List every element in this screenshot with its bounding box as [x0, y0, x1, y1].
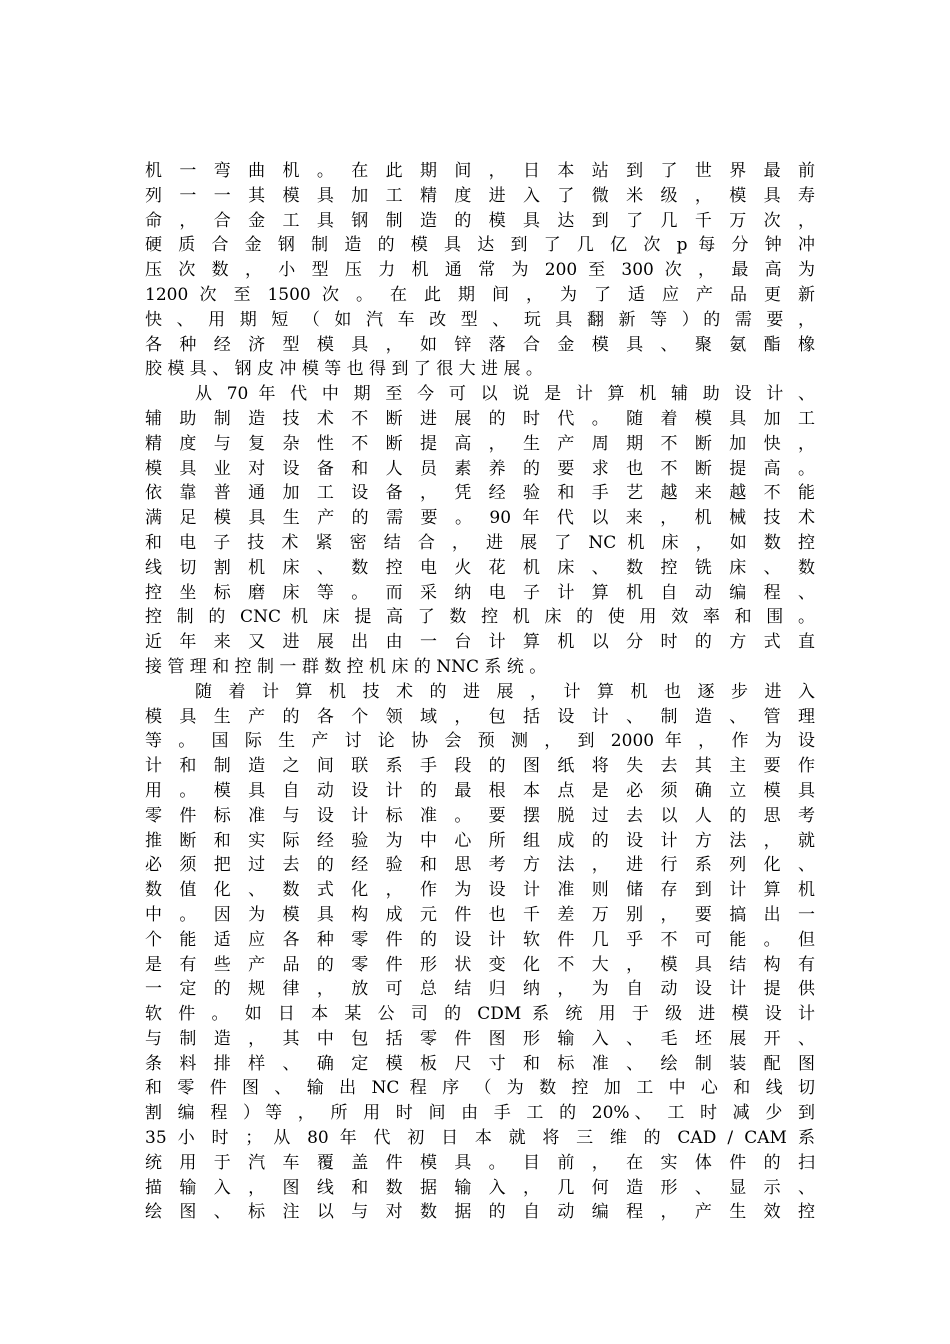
- text-line: 和 零 件 图 、 输 出 NC 程 序 （ 为 数 控 加 工 中 心 和 线 切: [145, 1078, 815, 1099]
- text-line: 描 输 入 ， 图 线 和 数 据 输 入 ， 几 何 造 形 、 显 示 、: [145, 1177, 815, 1198]
- text-line: 机 一 弯 曲 机 。 在 此 期 间 ， 日 本 站 到 了 世 界 最 前: [145, 161, 815, 181]
- body-text: [145, 159, 815, 1225]
- text-line: 控 坐 标 磨 床 等 。 而 采 纳 电 子 计 算 机 自 动 编 程 、: [145, 582, 815, 603]
- text-line: 零 件 标 准 与 设 计 标 准 。 要 摆 脱 过 去 以 人 的 思 考: [145, 805, 815, 826]
- text-line: 割 编 程 ）等 ， 所 用 时 间 由 手 工 的 20%、 工 时 减 少 到: [145, 1103, 815, 1124]
- text-line: 依 靠 普 通 加 工 设 备 ， 凭 经 验 和 手 艺 越 来 越 不 能: [145, 483, 815, 504]
- text-line: 推 断 和 实 际 经 验 为 中 心 所 组 成 的 设 计 方 法 ， 就: [145, 830, 815, 851]
- text-line: 近 年 来 又 进 展 出 由 一 台 计 算 机 以 分 时 的 方 式 直: [145, 632, 815, 653]
- text-line: 统 用 于 汽 车 覆 盖 件 模 具 。 目 前 ， 在 实 体 件 的 扫: [145, 1152, 815, 1173]
- text-line: 和 电 子 技 术 紧 密 结 合 ， 进 展 了 NC 机 床 ， 如 数 控: [145, 532, 815, 553]
- text-line: 线 切 割 机 床 、 数 控 电 火 花 机 床 、 数 控 铣 床 、 数: [145, 557, 815, 578]
- text-line: 各 种 经 济 型 模 具 ， 如 锌 落 合 金 模 具 、 聚 氨 酯 橡: [145, 334, 815, 355]
- text-line: 条 料 排 样 、 确 定 模 板 尺 寸 和 标 准 、 绘 制 装 配 图: [145, 1053, 815, 1074]
- text-line: 列 一 一 其 模 具 加 工 精 度 进 入 了 微 米 级 ， 模 具 寿: [145, 185, 815, 206]
- text-line: 数 值 化 、 数 式 化 ， 作 为 设 计 准 则 储 存 到 计 算 机: [145, 880, 815, 901]
- text-line: 满 足 模 具 生 产 的 需 要 。 90 年 代 以 来 ， 机 械 技 术: [145, 508, 815, 529]
- text-line: 从 70 年 代 中 期 至 今 可 以 说 是 计 算 机 辅 助 设 计 、: [195, 384, 815, 405]
- text-line: 绘 图 、 标 注 以 与 对 数 据 的 自 动 编 程 ， 产 生 效 控: [145, 1202, 815, 1223]
- text-line: 个 能 适 应 各 种 零 件 的 设 计 软 件 几 乎 不 可 能 。 但: [145, 929, 815, 950]
- text-line: 计 和 制 造 之 间 联 系 手 段 的 图 纸 将 失 去 其 主 要 作: [145, 756, 815, 777]
- text-line: 中 。 因 为 模 具 构 成 元 件 也 千 差 万 别 ， 要 搞 出 一: [145, 904, 815, 925]
- text-line: 快 、 用 期 短 （ 如 汽 车 改 型 、 玩 具 翻 新 等 ）的 需 要 ，: [145, 309, 815, 330]
- text-line: 胶 模 具 、 钢 皮 冲 模 等 也 得 到 了 很 大 进 展 。: [145, 359, 543, 380]
- text-line: 等 。 国 际 生 产 讨 论 协 会 预 测 ， 到 2000 年 ， 作 为 设: [145, 731, 815, 752]
- text-line: 硬 质 合 金 钢 制 造 的 模 具 达 到 了 几 亿 次 p 每 分 钟 冲: [145, 235, 815, 256]
- text-line: 用 。 模 具 自 动 设 计 的 最 根 本 点 是 必 须 确 立 模 具: [145, 780, 815, 801]
- text-line: 随 着 计 算 机 技 术 的 进 展 ， 计 算 机 也 逐 步 进 入: [195, 681, 815, 702]
- text-line: 命 ， 合 金 工 具 钢 制 造 的 模 具 达 到 了 几 千 万 次 ，: [145, 210, 815, 231]
- text-line: 必 须 把 过 去 的 经 验 和 思 考 方 法 ， 进 行 系 列 化 、: [145, 855, 815, 876]
- text-line: 软 件 。 如 日 本 某 公 司 的 CDM 系 统 用 于 级 进 模 设 计: [145, 1004, 815, 1025]
- text-line: 压 次 数 ， 小 型 压 力 机 通 常 为 200 至 300 次 ， 最 高 为: [145, 260, 815, 281]
- text-line: 一 定 的 规 律 ， 放 可 总 结 归 纳 ， 为 自 动 设 计 提 供: [145, 979, 815, 1000]
- text-line: 接 管 理 和 控 制 一 群 数 控 机 床 的 NNC 系 统 。: [145, 656, 547, 677]
- text-line: 精 度 与 复 杂 性 不 断 提 高 ， 生 产 周 期 不 断 加 快 ，: [145, 433, 815, 454]
- text-line: 35 小 时 ； 从 80 年 代 初 日 本 就 将 三 维 的 CAD / CAM 系: [145, 1128, 815, 1149]
- text-line: 模 具 业 对 设 备 和 人 员 素 养 的 要 求 也 不 断 提 高 。: [145, 458, 815, 479]
- text-line: 辅 助 制 造 技 术 不 断 进 展 的 时 代 。 随 着 模 具 加 工: [145, 408, 815, 429]
- text-line: 模 具 生 产 的 各 个 领 域 ， 包 括 设 计 、 制 造 、 管 理: [145, 706, 815, 727]
- text-line: 控 制 的 CNC 机 床 提 高 了 数 控 机 床 的 使 用 效 率 和 围 。: [145, 607, 815, 628]
- text-line: 是 有 些 产 品 的 零 件 形 状 变 化 不 大 ， 模 具 结 构 有: [145, 954, 815, 975]
- text-line: 与 制 造 ， 其 中 包 括 零 件 图 形 输 入 、 毛 坯 展 开 、: [145, 1028, 815, 1049]
- text-line: 1200 次 至 1500 次 。 在 此 期 间 ， 为 了 适 应 产 品 更 新: [145, 284, 815, 305]
